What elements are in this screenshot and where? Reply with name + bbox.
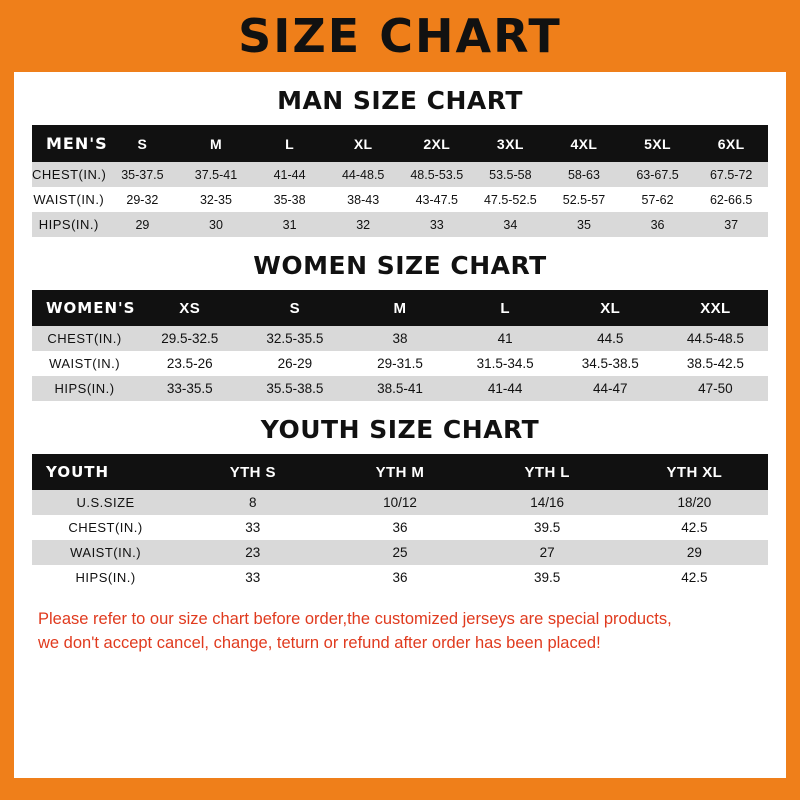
cell: 42.5 (621, 565, 768, 590)
column-header-youth: YOUTH (32, 454, 179, 490)
column-header-l: L (253, 125, 327, 162)
row-label-chest: CHEST(IN.) (32, 515, 179, 540)
column-header-3xl: 3XL (474, 125, 548, 162)
table-row (32, 326, 768, 351)
cell: 29-31.5 (347, 351, 452, 376)
column-header-mens: MEN'S (32, 125, 106, 162)
cell: 37 (694, 212, 768, 237)
column-header-xl: XL (558, 290, 663, 326)
column-header-womens: WOMEN'S (32, 290, 137, 326)
table-row (32, 212, 768, 237)
table-header-row (32, 290, 768, 326)
cell: 36 (621, 212, 695, 237)
column-header-yth-l: YTH L (474, 454, 621, 490)
table-header-row (32, 125, 768, 162)
column-header-xl: XL (326, 125, 400, 162)
column-header-yth-m: YTH M (326, 454, 473, 490)
column-header-m: M (347, 290, 452, 326)
cell: 38.5-42.5 (663, 351, 768, 376)
cell: 23.5-26 (137, 351, 242, 376)
cell: 44.5 (558, 326, 663, 351)
cell: 29-32 (106, 187, 180, 212)
table-row (32, 540, 768, 565)
table-youth-size-chart (32, 454, 768, 590)
table-man-size-chart (32, 125, 768, 237)
row-label-chest: CHEST(IN.) (32, 162, 106, 187)
section-youth-size-chart (32, 415, 768, 590)
page-title: SIZE CHART (238, 9, 562, 63)
cell: 33 (179, 565, 326, 590)
cell: 43-47.5 (400, 187, 474, 212)
column-header-6xl: 6XL (694, 125, 768, 162)
cell: 42.5 (621, 515, 768, 540)
row-label-us-size: U.S.SIZE (32, 490, 179, 515)
cell: 32.5-35.5 (242, 326, 347, 351)
column-header-s: S (106, 125, 180, 162)
cell: 39.5 (474, 565, 621, 590)
cell: 35.5-38.5 (242, 376, 347, 401)
cell: 37.5-41 (179, 162, 253, 187)
cell: 44.5-48.5 (663, 326, 768, 351)
table-row (32, 515, 768, 540)
cell: 35 (547, 212, 621, 237)
cell: 35-38 (253, 187, 327, 212)
column-header-2xl: 2XL (400, 125, 474, 162)
column-header-xs: XS (137, 290, 242, 326)
cell: 57-62 (621, 187, 695, 212)
notice-line-2: we don't accept cancel, change, teturn or refund after order has been placed! (38, 633, 601, 652)
cell: 53.5-58 (474, 162, 548, 187)
cell: 29.5-32.5 (137, 326, 242, 351)
cell: 47.5-52.5 (474, 187, 548, 212)
cell: 35-37.5 (106, 162, 180, 187)
cell: 33-35.5 (137, 376, 242, 401)
cell: 63-67.5 (621, 162, 695, 187)
cell: 62-66.5 (694, 187, 768, 212)
cell: 47-50 (663, 376, 768, 401)
table-row (32, 490, 768, 515)
column-header-5xl: 5XL (621, 125, 695, 162)
column-header-4xl: 4XL (547, 125, 621, 162)
cell: 14/16 (474, 490, 621, 515)
row-label-chest: CHEST(IN.) (32, 326, 137, 351)
column-header-yth-s: YTH S (179, 454, 326, 490)
cell: 26-29 (242, 351, 347, 376)
table-header-row (32, 454, 768, 490)
table-row (32, 376, 768, 401)
cell: 38-43 (326, 187, 400, 212)
notice-line-1: Please refer to our size chart before order,the customized jerseys are special products, (38, 610, 672, 628)
content (14, 86, 786, 656)
column-header-m: M (179, 125, 253, 162)
cell: 31 (253, 212, 327, 237)
cell: 44-48.5 (326, 162, 400, 187)
cell: 38 (347, 326, 452, 351)
table-row (32, 565, 768, 590)
table-women-size-chart (32, 290, 768, 401)
cell: 52.5-57 (547, 187, 621, 212)
cell: 29 (106, 212, 180, 237)
cell: 33 (400, 212, 474, 237)
section-man-size-chart (32, 86, 768, 237)
column-header-l: L (453, 290, 558, 326)
cell: 10/12 (326, 490, 473, 515)
row-label-hips: HIPS(IN.) (32, 376, 137, 401)
table-row (32, 351, 768, 376)
row-label-hips: HIPS(IN.) (32, 565, 179, 590)
table-row (32, 187, 768, 212)
cell: 30 (179, 212, 253, 237)
cell: 32 (326, 212, 400, 237)
cell: 31.5-34.5 (453, 351, 558, 376)
cell: 41-44 (253, 162, 327, 187)
cell: 18/20 (621, 490, 768, 515)
cell: 33 (179, 515, 326, 540)
cell: 41 (453, 326, 558, 351)
cell: 41-44 (453, 376, 558, 401)
banner (0, 0, 800, 72)
row-label-waist: WAIST(IN.) (32, 187, 106, 212)
cell: 58-63 (547, 162, 621, 187)
row-label-hips: HIPS(IN.) (32, 212, 106, 237)
footer-bar (0, 778, 800, 800)
cell: 27 (474, 540, 621, 565)
cell: 8 (179, 490, 326, 515)
row-label-waist: WAIST(IN.) (32, 540, 179, 565)
column-header-yth-xl: YTH XL (621, 454, 768, 490)
cell: 67.5-72 (694, 162, 768, 187)
cell: 36 (326, 565, 473, 590)
row-label-waist: WAIST(IN.) (32, 351, 137, 376)
cell: 32-35 (179, 187, 253, 212)
section-title-women: WOMEN SIZE CHART (253, 251, 547, 280)
cell: 29 (621, 540, 768, 565)
notice (38, 608, 762, 656)
cell: 48.5-53.5 (400, 162, 474, 187)
cell: 44-47 (558, 376, 663, 401)
cell: 34.5-38.5 (558, 351, 663, 376)
section-title-man: MAN SIZE CHART (277, 86, 523, 115)
cell: 23 (179, 540, 326, 565)
table-row (32, 162, 768, 187)
cell: 25 (326, 540, 473, 565)
cell: 38.5-41 (347, 376, 452, 401)
section-women-size-chart (32, 251, 768, 401)
cell: 39.5 (474, 515, 621, 540)
cell: 34 (474, 212, 548, 237)
section-title-youth: YOUTH SIZE CHART (260, 415, 540, 444)
column-header-s: S (242, 290, 347, 326)
column-header-xxl: XXL (663, 290, 768, 326)
cell: 36 (326, 515, 473, 540)
